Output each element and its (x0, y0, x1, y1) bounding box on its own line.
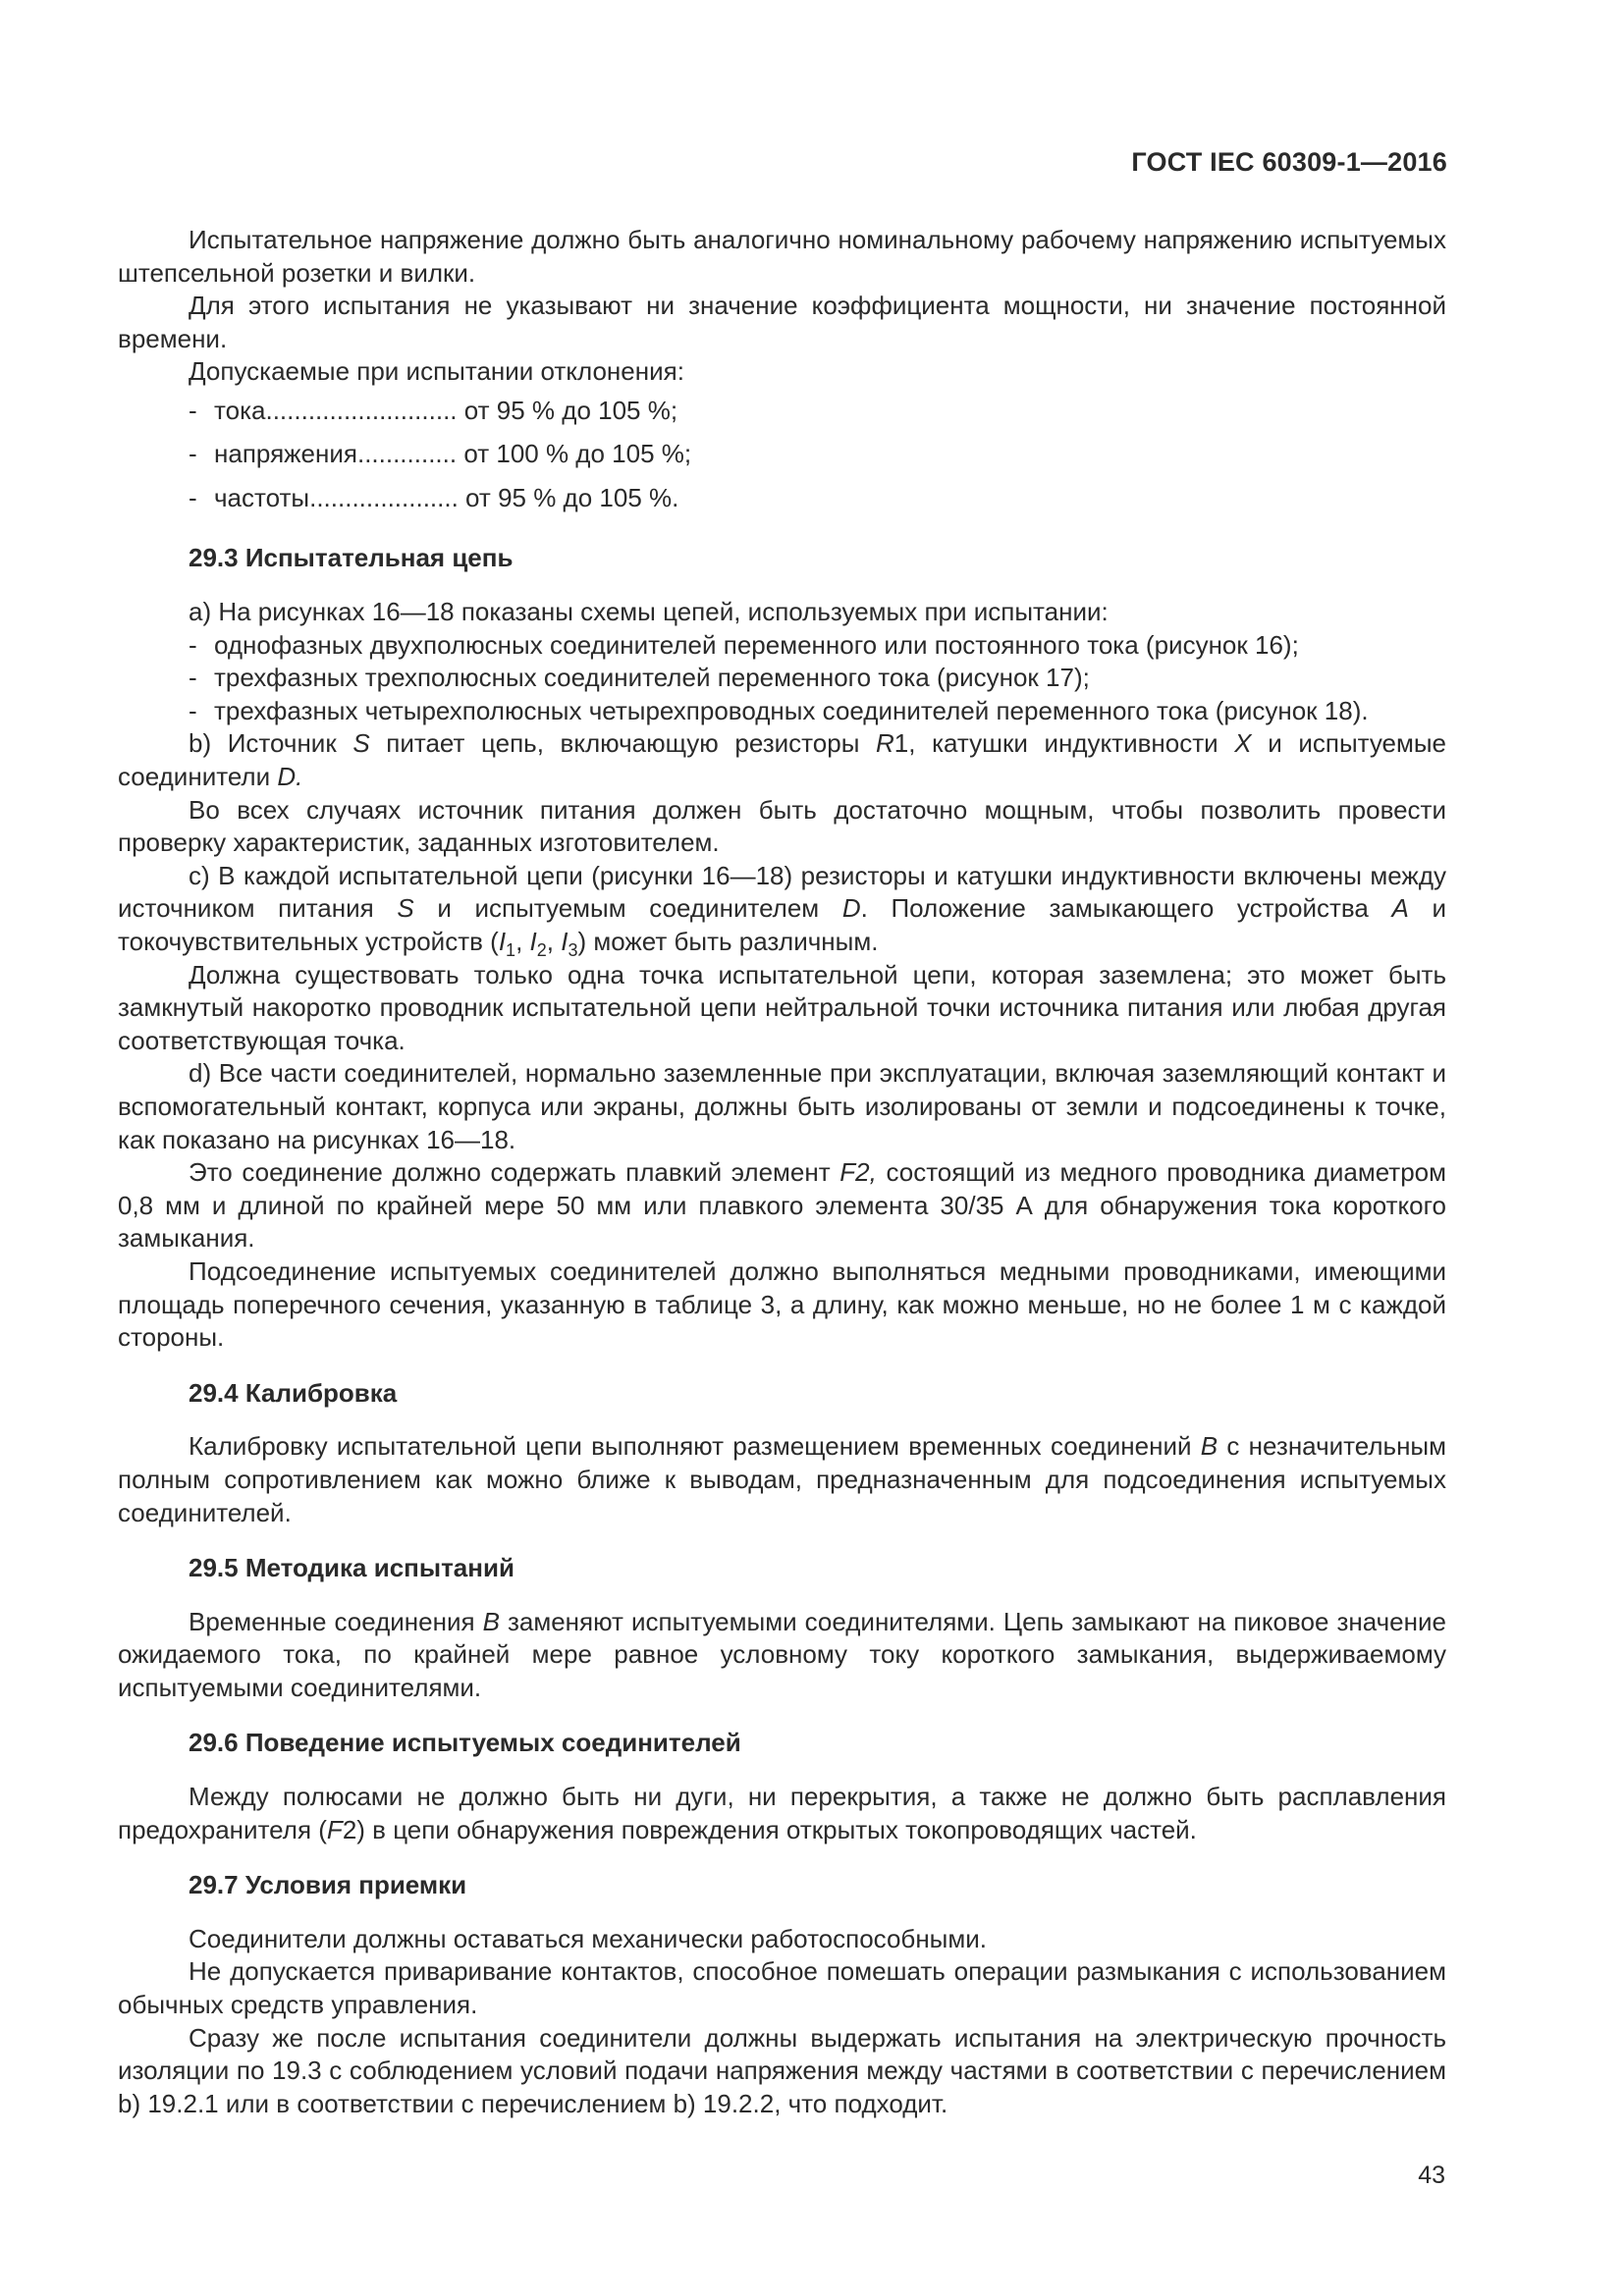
list-item: - трехфазных трехполюсных соединителей переменного тока (рисунок 17); (189, 663, 1090, 693)
paragraph-calibration: Калибровку испытательной цепи выполняют размещением временных соединений B с незначительным полным сопротивлением как можно ближе к выводам, предназначенным для подсоединения испытуемых соединителей. (118, 1431, 1446, 1527)
paragraph-wiring: Подсоединение испытуемых соединителей должно выполняться медными проводниками, имеющими площадь поперечного сечения, указанную в таблице 3, а длину, как можно меньше, но не более 1 м с каждой стороны. (118, 1255, 1446, 1353)
section-heading-29-7: 29.7 Условия приемки (189, 1870, 467, 1900)
paragraph-power-factor: Для этого испытания не указывают ни значение коэффициента мощности, ни значение постоянной времени. (118, 291, 1446, 353)
list-item: - однофазных двухполюсных соединителей переменного или постоянного тока (рисунок 16); (189, 629, 1299, 660)
section-heading-29-6: 29.6 Поведение испытуемых соединителей (189, 1728, 741, 1758)
paragraph-tolerances-intro: Допускаемые при испытании отклонения: (189, 356, 684, 387)
paragraph-b: b) Источник S питает цепь, включающую резисторы R1, катушки индуктивности X и испытуемые соединители D. (118, 728, 1447, 792)
page-number: 43 (1418, 2162, 1445, 2189)
paragraph-test-method: Временные соединения B заменяют испытуемыми соединителями. Цепь замыкают на пиковое значение ожидаемого тока, по крайней мере равное условному току короткого замыкания, выдерживаемому испытуемыми соединителями. (118, 1606, 1446, 1702)
tolerance-item: - напряжения .............. от 100 % до 105 %; (189, 439, 692, 469)
section-heading-29-4: 29.4 Калибровка (189, 1377, 398, 1408)
document-body (118, 224, 1446, 2120)
document-header: ГОСТ IEC 60309-1—2016 (1131, 147, 1447, 177)
paragraph-a: а) На рисунках 16—18 показаны схемы цепей, используемых при испытании: (189, 597, 1109, 627)
tolerance-item: - тока ........................... от 95 % до 105 %; (189, 395, 678, 425)
section-heading-29-3: 29.3 Испытательная цепь (189, 543, 514, 573)
paragraph-test-voltage: Испытательное напряжение должно быть аналогично номинальному рабочему напряжению испытуемых штепсельной розетки и вилки. (118, 225, 1446, 288)
section-heading-29-5: 29.5 Методика испытаний (189, 1553, 514, 1583)
paragraph-power-source: Во всех случаях источник питания должен быть достаточно мощным, чтобы позволить провести проверку характеристик, заданных изготовителем. (118, 794, 1446, 858)
paragraph-behaviour: Между полюсами не должно быть ни дуги, ни перекрытия, а также не должно быть расплавления предохранителя (F2) в цепи обнаружения повреждения открытых токопроводящих частей. (118, 1782, 1446, 1844)
paragraph-d: d) Все части соединителей, нормально заземленные при эксплуатации, включая заземляющий контакт и вспомогательный контакт, корпуса или экраны, должны быть изолированы от земли и подсоединены к точке, как показано на рисунках 16—18. (118, 1058, 1446, 1154)
paragraph-acceptance-3: Сразу же после испытания соединители должны выдержать испытания на электрическую прочность изоляции по 19.3 с соблюдением условий подачи напряжения между частями в соответствии с перечислением b) 19.2.1 или в соответствии с перечислением b) 19.2.2, что подходит. (118, 2022, 1446, 2118)
paragraph-acceptance-1: Соединители должны оставаться механически работоспособными. (189, 1923, 987, 1953)
list-item: - трехфазных четырехполюсных четырехпроводных соединителей переменного тока (рисунок 18). (189, 695, 1369, 725)
paragraph-fuse: Это соединение должно содержать плавкий элемент F2, состоящий из медного проводника диаметром 0,8 мм и длиной по крайней мере 50 мм или плавкого элемента 30/35 А для обнаружения тока короткого замыкания. (118, 1157, 1446, 1254)
tolerance-list (118, 389, 1446, 520)
paragraph-grounding: Должна существовать только одна точка испытательной цепи, которая заземлена; это может быть замкнутый накоротко проводник испытательной цепи нейтральной точки источника питания или любая другая соответствующая точка. (118, 959, 1446, 1055)
tolerance-item: - частоты ..................... от 95 % до 105 %. (189, 482, 679, 512)
paragraph-c: с) В каждой испытательной цепи (рисунки 16—18) резисторы и катушки индуктивности включены между источником питания S и испытуемым соединителем D. Положение замыкающего устройства A и токочувствительных устройств ($I_1$, $I_2$, $I_3$) может быть различным. (118, 860, 1447, 960)
paragraph-acceptance-2: Не допускается приваривание контактов, способное помешать операции размыкания с использованием обычных средств управления. (118, 1956, 1446, 2020)
